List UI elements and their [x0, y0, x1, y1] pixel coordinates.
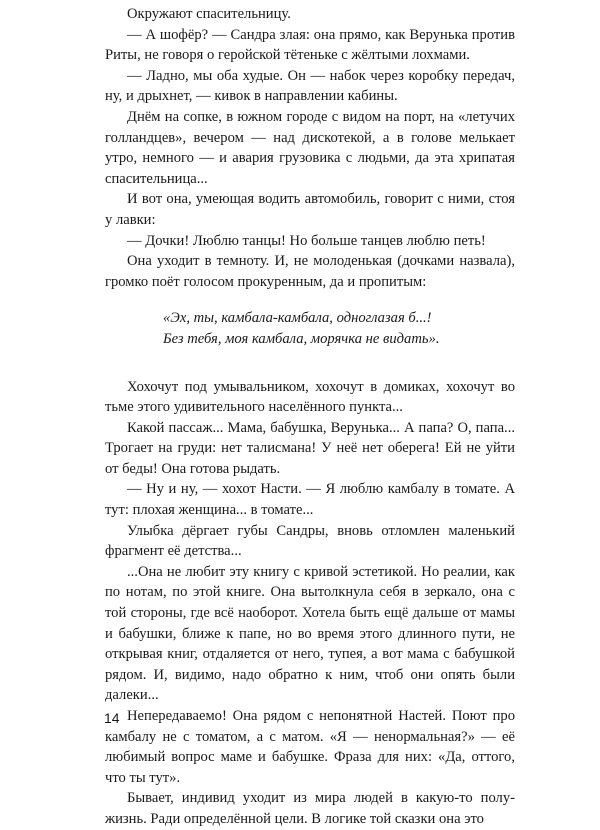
- verse-line: Без тебя, моя камбала, морячка не видать».: [163, 330, 440, 347]
- paragraph: Она уходит в темноту. И, не молоденькая (дочками назвала), громко поёт голосом прокуренным, да и пропитым:: [105, 253, 515, 290]
- paragraph: — Ладно, мы оба худые. Он — набок через коробку передач, ну, и дрыхнет, — кивок в направлении кабины.: [105, 67, 515, 105]
- paragraph: — Дочки! Люблю танцы! Но больше танцев люблю петь!: [127, 232, 486, 249]
- paragraph: Непередаваемо! Она рядом с непонятной Настей. Поют про камбалу не с томатом, а с матом. «Я — ненормальная?» — её любимый вопрос маме и бабушке. Фраза для них: «Да, оттого, что ты тут».: [105, 708, 515, 786]
- paragraph: ...Она не любит эту книгу с кривой эстетикой. Но реалии, как по нотам, по этой книге. Она вытолкнула себя в зеркало, она с той стороны, где всё наоборот. Хотела быть ещё дальше от мамы и бабушки, ближе к папе, но во время этого длинного пути, не открывая книг, отдаляется от него, тупея, а вот мама с бабушкой рядом. И, видимо, надо обратно к ним, чтоб они опять были далеки...: [105, 563, 515, 704]
- paragraph: Улыбка дёргает губы Сандры, вновь отломлен маленький фрагмент её детства...: [105, 522, 515, 560]
- paragraph: Окружают спасительницу.: [127, 6, 291, 22]
- paragraph: Какой пассаж... Мама, бабушка, Верунька... А папа? О, папа... Трогает на груди: нет талисмана! У неё нет оберега! Ей не уйти от беды! Она готова рыдать.: [105, 419, 515, 477]
- song-verse: [105, 308, 515, 349]
- verse-line: «Эх, ты, камбала-камбала, одноглазая б...!: [163, 310, 432, 327]
- page-number: 14: [104, 710, 120, 726]
- paragraph: Днём на сопке, в южном городе с видом на порт, на «летучих голландцев», вечером — над дискотекой, а в голове мелькает утро, немного — и авария грузовика с людьми, да эта хрипатая спасительница...: [105, 108, 515, 187]
- book-page: [105, 4, 515, 830]
- paragraph: Бывает, индивид уходит из мира людей в какую-то полу-жизнь. Ради определённой цели. В логике той сказки она это: [105, 790, 515, 827]
- paragraph: — Ну и ну, — хохот Насти. — Я люблю камбалу в томате. А тут: плохая женщина... в томате...: [105, 481, 515, 519]
- paragraph: И вот она, умеющая водить автомобиль, говорит с ними, стоя у лавки:: [105, 191, 515, 228]
- paragraph: Хохочут под умывальником, хохочут в домиках, хохочут во тьме этого удивительного населённого пункта...: [105, 378, 515, 416]
- paragraph: — А шофёр? — Сандра злая: она прямо, как Верунька против Риты, не говоря о геройской тётеньке с жёлтыми лохмами.: [105, 26, 515, 64]
